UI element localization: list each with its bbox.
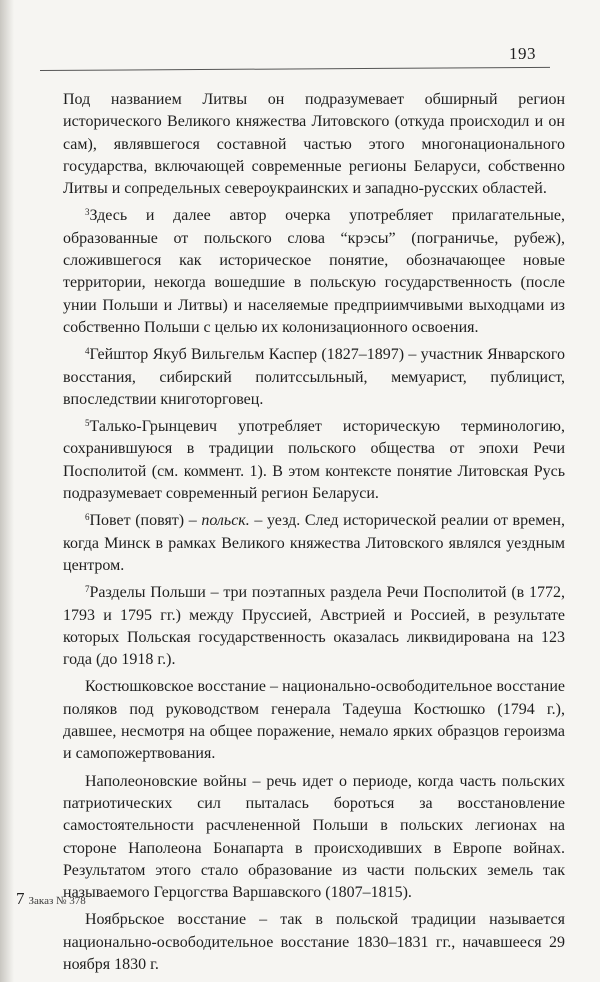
note-text: Ноябрьское восстание – так в польской традиции называется национально-освободительное восстание 1830–1831 гг., начавшееся 29 ноября 1830 г.	[63, 911, 565, 973]
note-text: Здесь и далее автор очерка употребляет прилагательные, образованные от польского слова “крэсы” (пограничье, рубеж), сложившегося как историческое понятие, обозначающее новые территории, некогда вошедшие в польскую государственность (после унии Польши и Литвы) и населяемые предприимчивыми выходцами из собственно Польши с целью их колонизационного освоения.	[63, 207, 565, 336]
note-text: Талько-Грынцевич употребляет историческую терминологию, сохранившуюся в традиции польского общества от эпохи Речи Посполитой (см. коммент. 1). В этом контексте понятие Литовская Русь подразумевает современный регион Беларуси.	[63, 418, 565, 503]
continued-note-paragraph	[63, 89, 565, 200]
note-marker: 3	[85, 207, 90, 218]
note-text: Повет (повят) –	[89, 512, 202, 530]
note-marker: 7	[85, 584, 90, 595]
note-4	[63, 344, 565, 411]
page-edge-shadow	[0, 0, 14, 982]
note-text: Костюшковское восстание – национально-освободительное восстание поляков под руководством генерала Тадеуша Костюшко (1794 г.), давшее, несмотря на общее поражение, немало ярких образцов героизма и самопожертвования.	[63, 678, 565, 763]
note-text: Разделы Польши – три поэтапных раздела Речи Посполитой (в 1772, 1793 и 1795 гг.) между Пруссией, Австрией и Россией, в результате которых Польская государственность оказалась ликвидирована на 123 года (до 1918 г.).	[63, 584, 565, 669]
note-november-uprising	[63, 909, 565, 976]
note-marker: 6	[85, 512, 90, 523]
note-kosciuszko-uprising	[63, 676, 565, 765]
note-6	[63, 510, 565, 577]
header-rule	[40, 67, 550, 71]
note-7	[63, 582, 565, 671]
note-5	[63, 416, 565, 505]
paragraph-text: Под названием Литвы он подразумевает обширный регион исторического Великого княжества Литовского (откуда происходил и он сам), являвшегося составной частью этого многонационального государства, включающей современные регионы Беларуси, собственно Литвы и сопредельных североукраинских и западно-русских областей.	[63, 91, 565, 198]
page-body	[63, 89, 565, 981]
page-number: 193	[509, 44, 536, 63]
printer-signature	[16, 889, 86, 909]
signature-text: Заказ № 378	[28, 895, 86, 907]
note-napoleonic-wars	[63, 771, 565, 905]
signature-number: 7	[16, 889, 25, 908]
note-text: Гейштор Якуб Вильгельм Каспер (1827–1897) – участник Январского восстания, сибирский политссыльный, мемуарист, публицист, впоследствии книготорговец.	[63, 346, 565, 408]
note-text-italic: польск.	[201, 512, 250, 530]
note-3	[63, 205, 565, 339]
note-marker: 4	[85, 346, 90, 357]
note-text: Наполеоновские войны – речь идет о периоде, когда часть польских патриотических сил пыталась бороться за восстановление самостоятельности расчлененной Польши в польских легионах на стороне Наполеона Бонапарта в происходивших в Европе войнах. Результатом этого стало образование из части польских земель так называемого Герцогства Варшавского (1807–1815).	[63, 772, 565, 902]
note-marker: 5	[85, 418, 90, 429]
note-text: – уезд. След исторической реалии от времен, когда Минск в рамках Великого княжества Литовского являлся уездным центром.	[63, 512, 565, 574]
